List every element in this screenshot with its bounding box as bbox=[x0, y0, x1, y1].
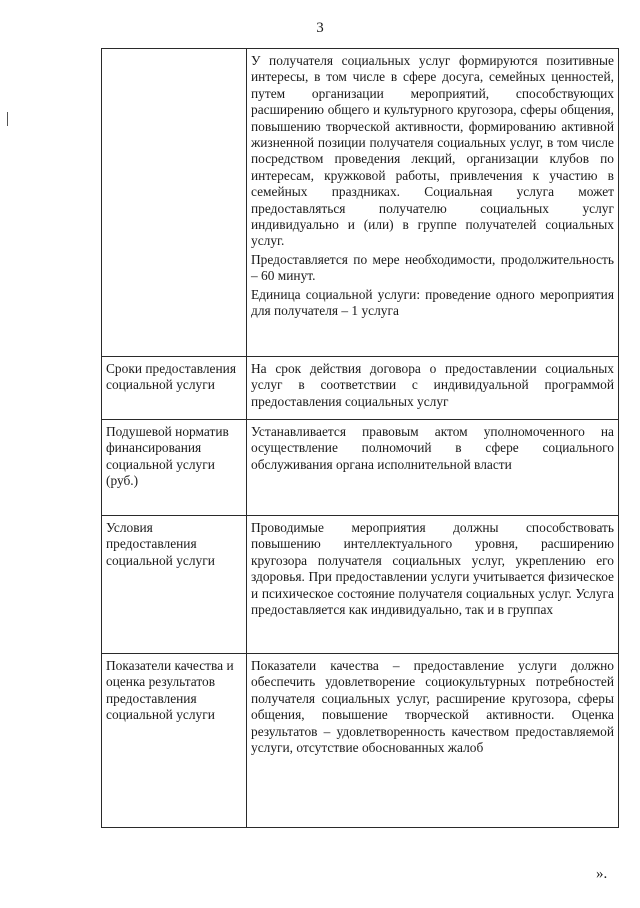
closing-mark: ». bbox=[596, 866, 608, 882]
paragraph: На срок действия договора о предоставлении социальных услуг в соответствии с индивидуальной программой предоставления социальных услуг bbox=[251, 361, 614, 409]
paragraph: Предоставляется по мере необходимости, продолжительность – 60 минут. bbox=[251, 251, 614, 284]
row-description bbox=[247, 49, 619, 357]
row-description bbox=[247, 654, 619, 828]
page-number: 3 bbox=[316, 20, 324, 36]
table-row bbox=[102, 357, 619, 420]
paragraph: Проводимые мероприятия должны способствовать повышению интеллектуального уровня, расширению кругозора получателя социальных услуг, укреплению его здоровья. При предоставлении услуги учитывается физическое и психическое состояние получателя социальных услуг. Услуга предоставляется как индивидуально, так и в группах bbox=[251, 520, 614, 618]
row-label bbox=[102, 49, 247, 357]
row-label: Показатели качества и оценка результатов предоставления социальной услуги bbox=[102, 654, 247, 828]
table-row bbox=[102, 654, 619, 828]
row-description bbox=[247, 516, 619, 654]
row-description bbox=[247, 357, 619, 420]
row-label: Условия предоставления социальной услуги bbox=[102, 516, 247, 654]
paragraph: Показатели качества – предоставление услуги должно обеспечить удовлетворение социокультурных потребностей получателя социальных услуг, расширение кругозора, сферы общения, повышение творческой активности. Оценка результатов – удовлетворенность качеством предоставляемой услуги, отсутствие обоснованных жалоб bbox=[251, 658, 614, 756]
paragraph: Единица социальной услуги: проведение одного мероприятия для получателя – 1 услуга bbox=[251, 286, 614, 319]
row-label: Сроки предоставления социальной услуги bbox=[102, 357, 247, 420]
margin-mark bbox=[7, 112, 8, 126]
paragraph: Устанавливается правовым актом уполномоченного на осуществление полномочий в сфере социального обслуживания органа исполнительной власти bbox=[251, 424, 614, 472]
service-table bbox=[101, 48, 619, 828]
table-row bbox=[102, 49, 619, 357]
row-description bbox=[247, 420, 619, 516]
table-row bbox=[102, 420, 619, 516]
row-label: Подушевой норматив финансирования социальной услуги (руб.) bbox=[102, 420, 247, 516]
paragraph: У получателя социальных услуг формируются позитивные интересы, в том числе в сфере досуга, семейных ценностей, путем организации мероприятий, способствующих расширению общего и культурного кругозора, сферы общения, повышению творческой активности, формированию активной жизненной позиции получателя социальных услуг, в том числе посредством проведения лекций, организации клубов по интересам, кружковой работы, привлечения к участию в семейных праздниках. Социальная услуга может предоставляться получателю социальных услуг индивидуально и (или) в группе получателей социальных услуг. bbox=[251, 53, 614, 249]
table-row bbox=[102, 516, 619, 654]
